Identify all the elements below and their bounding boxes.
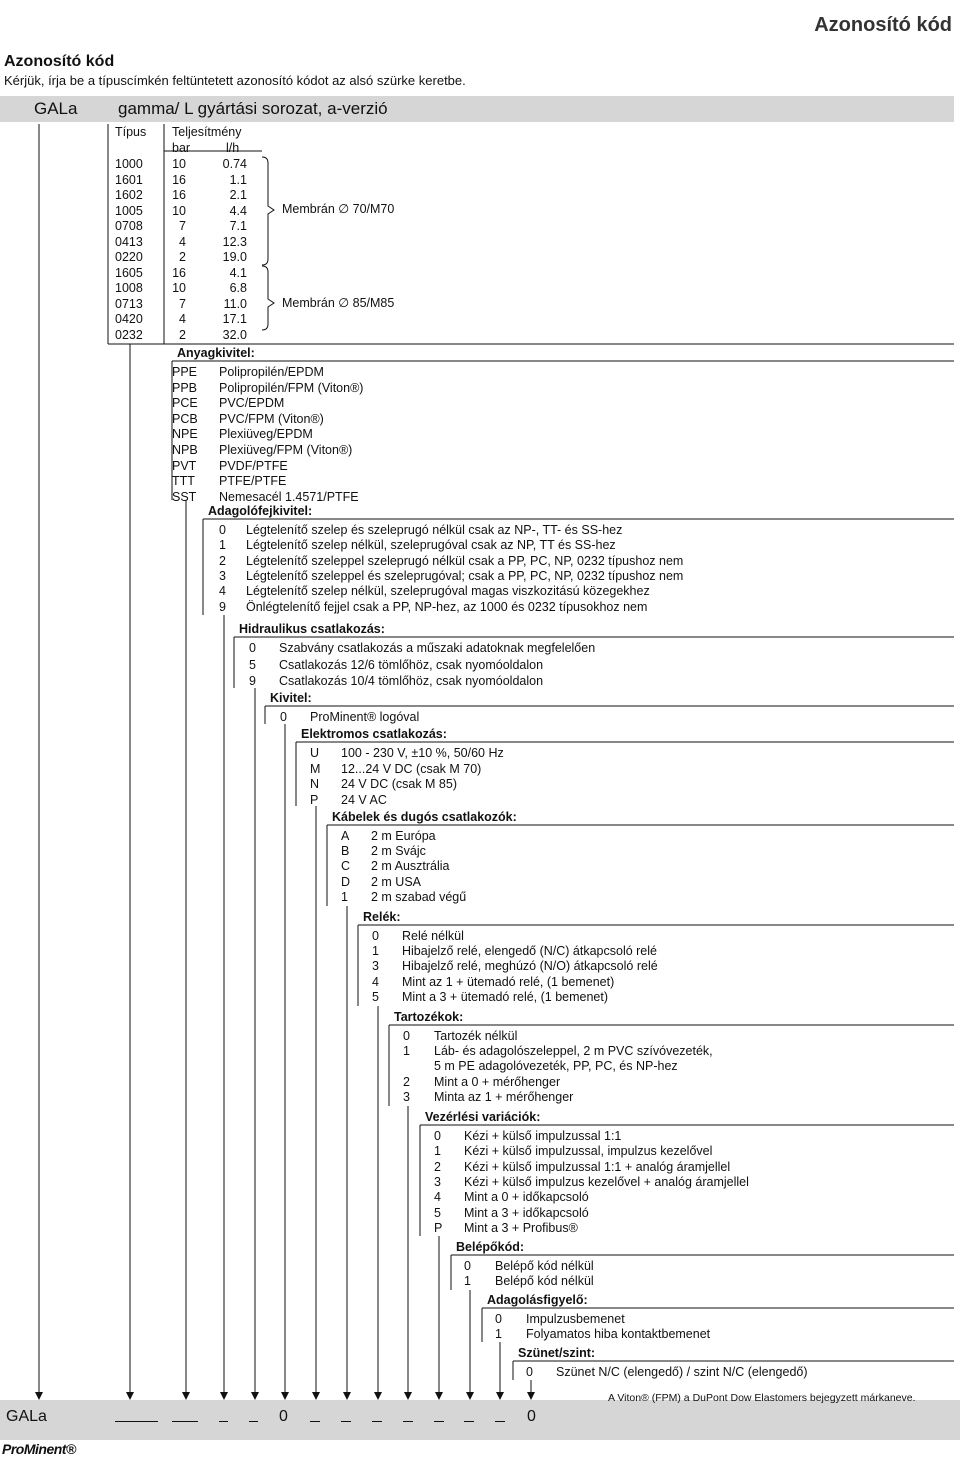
option-code: A	[341, 829, 350, 843]
option-text: PVC/FPM (Viton®)	[219, 411, 324, 426]
option-code: 3	[434, 1174, 441, 1189]
option-code: 1	[219, 538, 226, 553]
option-text: Belépő kód nélkül	[495, 1274, 594, 1289]
option-code: 1	[464, 1274, 471, 1289]
option-code: 2	[219, 553, 226, 568]
type-bar: 2	[179, 250, 186, 264]
option-text: Légtelenítő szelep és szeleprugó nélkül csak az NP-, TT- és SS-hez	[246, 523, 623, 537]
col-header-performance: Teljesítmény	[172, 125, 242, 139]
option-text: Szünet N/C (elengedő) / szint N/C (elengedő)	[556, 1365, 808, 1379]
type-code: 0413	[115, 234, 143, 249]
page-title: Azonosító kód	[4, 53, 115, 70]
prominent-logo: ProMinent®	[2, 1441, 76, 1457]
option-code: 9	[219, 599, 226, 614]
type-code: 1008	[115, 281, 143, 295]
type-code: 1602	[115, 188, 143, 202]
type-code: 1601	[115, 172, 143, 187]
option-text: Mint a 3 + időkapcsoló	[464, 1205, 589, 1220]
section-title: Vezérlési variációk:	[425, 1110, 541, 1124]
option-code: 1	[341, 889, 348, 904]
option-text: Légtelenítő szeleppel szeleprugó nélkül csak a PP, PC, NP, 0232 típushoz nem	[246, 553, 684, 568]
option-code: 4	[219, 584, 226, 599]
option-code: 0	[495, 1312, 502, 1326]
option-code: 3	[219, 568, 226, 583]
option-code: 1	[434, 1144, 441, 1159]
option-code: PPB	[172, 380, 198, 395]
option-code: P	[434, 1220, 443, 1235]
option-text: ProMinent® logóval	[310, 710, 420, 724]
option-code: 9	[249, 674, 256, 688]
option-code: M	[310, 761, 321, 776]
col-header-type: Típus	[115, 125, 147, 139]
option-text: 24 V AC	[341, 792, 387, 807]
option-text: Nemesacél 1.4571/PTFE	[219, 489, 359, 504]
option-code: 0	[526, 1365, 533, 1379]
type-code: 1605	[115, 265, 143, 280]
option-code: 0	[372, 929, 379, 943]
option-text: Kézi + külső impulzus kezelővel + analóg áramjellel	[464, 1174, 749, 1189]
section-title: Hidraulikus csatlakozás:	[239, 622, 385, 636]
type-bar: 2	[179, 327, 186, 342]
option-code: 0	[280, 710, 287, 724]
option-text: 2 m szabad végű	[371, 889, 467, 904]
option-text: Kézi + külső impulzussal 1:1	[464, 1129, 622, 1143]
option-text: Tartozék nélkül	[434, 1029, 518, 1043]
option-code: 0	[249, 641, 256, 655]
option-text: Polipropilén/EPDM	[219, 365, 324, 379]
option-code: PPE	[172, 365, 198, 379]
option-text: Plexiüveg/EPDM	[219, 427, 313, 442]
type-bar: 4	[179, 234, 186, 249]
type-bar: 16	[172, 265, 186, 280]
option-text: Mint a 3 + ütemadó relé, (1 bemenet)	[402, 989, 609, 1004]
option-text: 24 V DC (csak M 85)	[341, 777, 458, 791]
option-code: NPE	[172, 427, 198, 442]
membrane-70-label: Membrán ∅ 70/M70	[282, 202, 395, 216]
type-lh: 4.4	[229, 203, 247, 218]
option-text: Impulzusbemenet	[526, 1312, 625, 1326]
option-text: Kézi + külső impulzussal 1:1 + analóg áramjellel	[464, 1159, 731, 1174]
option-text: Plexiüveg/FPM (Viton®)	[219, 443, 353, 457]
option-code: SST	[172, 489, 197, 504]
type-code: 0420	[115, 312, 143, 326]
option-text: Mint az 1 + ütemadó relé, (1 bemenet)	[402, 974, 615, 989]
section-title: Tartozékok:	[394, 1010, 464, 1024]
membrane-85-label: Membrán ∅ 85/M85	[282, 296, 395, 310]
type-lh: 17.1	[222, 312, 247, 326]
option-text: Kézi + külső impulzussal, impulzus kezelővel	[464, 1144, 713, 1159]
section-title: Adagolófejkivitel:	[208, 504, 313, 518]
option-text: Csatlakozás 12/6 tömlőhöz, csak nyomóoldalon	[279, 657, 544, 672]
option-text: 5 m PE adagolóvezeték, PP, PC, és NP-hez	[434, 1059, 678, 1074]
corner-title: Azonosító kód	[814, 14, 952, 36]
option-text: Mint a 0 + mérőhenger	[434, 1074, 561, 1089]
option-text: 2 m Ausztrália	[371, 859, 450, 874]
option-text: Mint a 0 + időkapcsoló	[464, 1190, 589, 1205]
section-title: Relék:	[363, 910, 401, 924]
type-lh: 32.0	[222, 327, 247, 342]
footer-code-label: GALa	[6, 1408, 47, 1425]
type-lh: 6.8	[229, 281, 247, 295]
option-text: Hibajelző relé, elengedő (N/C) átkapcsoló relé	[402, 944, 657, 959]
type-bar: 10	[172, 281, 186, 295]
option-text: Belépő kód nélkül	[495, 1259, 594, 1273]
option-code: N	[310, 777, 320, 791]
section-title: Szünet/szint:	[518, 1346, 596, 1360]
fixed-digit-kivitel: 0	[279, 1408, 288, 1425]
type-bar: 7	[179, 219, 186, 233]
section-title: Elektromos csatlakozás:	[301, 727, 447, 741]
type-lh: 7.1	[229, 219, 247, 233]
option-code: 1	[495, 1327, 502, 1342]
option-text: 12...24 V DC (csak M 70)	[341, 761, 482, 776]
option-code: 5	[249, 657, 256, 672]
option-code: 0	[403, 1029, 410, 1043]
section-title: Adagolásfigyelő:	[487, 1293, 588, 1307]
type-bar: 10	[172, 203, 186, 218]
option-text: Hibajelző relé, meghúzó (N/O) átkapcsoló relé	[402, 959, 658, 974]
option-text: Minta az 1 + mérőhenger	[434, 1089, 574, 1104]
type-code: 0713	[115, 296, 143, 311]
code-prefix: GALa	[34, 99, 78, 118]
option-text: 2 m USA	[371, 874, 422, 889]
section-title: Belépőkód:	[456, 1240, 525, 1254]
type-lh: 4.1	[229, 265, 247, 280]
option-code: 1	[403, 1044, 410, 1059]
option-code: 1	[372, 944, 379, 959]
option-code: 4	[434, 1190, 441, 1205]
type-bar: 16	[172, 172, 186, 187]
option-code: 4	[372, 974, 379, 989]
option-code: 0	[464, 1259, 471, 1273]
option-text: Légtelenítő szelep nélkül, szeleprugóval csak az NP, TT és SS-hez	[246, 538, 616, 553]
option-text: Önlégtelenítő fejjel csak a PP, NP-hez, az 1000 és 0232 típusokhoz nem	[246, 599, 648, 614]
option-text: Láb- és adagolószeleppel, 2 m PVC szívóvezeték,	[434, 1044, 713, 1059]
type-lh: 1.1	[229, 172, 247, 187]
option-code: 5	[434, 1205, 441, 1220]
option-code: 0	[434, 1129, 441, 1143]
option-code: C	[341, 859, 351, 874]
type-lh: 2.1	[229, 188, 247, 202]
option-text: Polipropilén/FPM (Viton®)	[219, 380, 364, 395]
option-text: Folyamatos hiba kontaktbemenet	[526, 1327, 711, 1342]
option-code: 3	[403, 1089, 410, 1104]
option-text: 100 - 230 V, ±10 %, 50/60 Hz	[341, 746, 504, 760]
option-text: Légtelenítő szeleppel és szeleprugóval; csak a PP, PC, NP, 0232 típushoz nem	[246, 568, 684, 583]
option-code: 2	[434, 1159, 441, 1174]
type-lh: 0.74	[222, 157, 247, 171]
col-header-lh: l/h	[226, 141, 240, 155]
option-code: 5	[372, 989, 379, 1004]
section-title: Kivitel:	[270, 691, 312, 705]
option-text: PTFE/PTFE	[219, 474, 287, 489]
type-code: 0708	[115, 219, 143, 233]
option-code: PCB	[172, 411, 198, 426]
option-text: 2 m Svájc	[371, 844, 426, 859]
option-code: P	[310, 792, 319, 807]
type-lh: 19.0	[222, 250, 247, 264]
viton-trademark-note: A Viton® (FPM) a DuPont Dow Elastomers bejegyzett márkaneve.	[608, 1392, 916, 1404]
option-text: Légtelenítő szelep nélkül, szeleprugóval magas viszkozitású közegekhez	[246, 584, 650, 599]
option-text: PVDF/PTFE	[219, 458, 288, 473]
option-code: 2	[403, 1074, 410, 1089]
type-bar: 4	[179, 312, 186, 326]
type-code: 1000	[115, 157, 143, 171]
option-code: TTT	[172, 474, 195, 489]
option-code: B	[341, 844, 350, 859]
option-text: Csatlakozás 10/4 tömlőhöz, csak nyomóoldalon	[279, 674, 544, 688]
type-lh: 12.3	[222, 234, 247, 249]
series-title: gamma/ L gyártási sorozat, a-verzió	[118, 99, 388, 118]
option-code: D	[341, 874, 351, 889]
section-title: Anyagkivitel:	[177, 346, 255, 360]
type-code: 0232	[115, 327, 143, 342]
type-code: 0220	[115, 250, 143, 264]
type-bar: 7	[179, 296, 186, 311]
option-text: Szabvány csatlakozás a műszaki adatoknak megfelelően	[279, 641, 596, 655]
col-header-bar: bar	[172, 141, 191, 155]
option-text: PVC/EPDM	[219, 396, 285, 411]
option-code: 3	[372, 959, 379, 974]
option-code: NPB	[172, 443, 198, 457]
option-text: 2 m Európa	[371, 829, 436, 843]
type-bar: 10	[172, 157, 186, 171]
option-code: PCE	[172, 396, 198, 411]
type-lh: 11.0	[223, 296, 247, 311]
type-code: 1005	[115, 203, 143, 218]
option-code: PVT	[172, 458, 197, 473]
instruction-text: Kérjük, írja be a típuscímkén feltüntetett azonosító kódot az alsó szürke keretbe.	[4, 73, 466, 88]
option-code: 0	[219, 523, 226, 537]
section-title: Kábelek és dugós csatlakozók:	[332, 810, 517, 824]
type-bar: 16	[172, 188, 186, 202]
option-text: Relé nélkül	[402, 929, 464, 943]
fixed-digit-pause: 0	[527, 1408, 536, 1425]
option-code: U	[310, 746, 320, 760]
option-text: Mint a 3 + Profibus®	[464, 1220, 578, 1235]
